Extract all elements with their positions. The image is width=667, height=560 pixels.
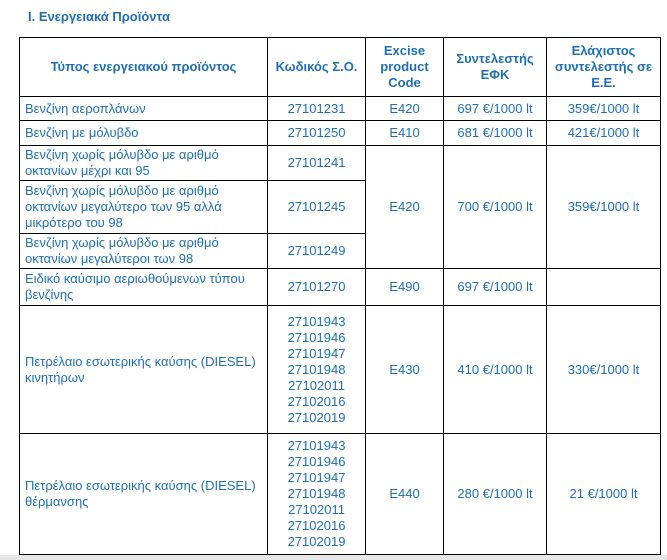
rate-cell: 697 €/1000 lt: [444, 269, 547, 306]
excise-cell: E430: [366, 306, 444, 434]
code-item: 27101948: [287, 361, 346, 377]
code-item: 27102019: [287, 534, 346, 549]
table-row: [20, 146, 661, 181]
code-item: 27102016: [287, 518, 346, 533]
excise-cell: E490: [366, 269, 444, 306]
product-cell: Ειδικό καύσιμο αεριωθούμενων τύπου βενζίνης: [20, 269, 268, 306]
code-item: 27101947: [287, 470, 346, 485]
code-item: 27101946: [287, 329, 346, 345]
code-item: 27102011: [288, 502, 345, 517]
code-cell: 27101270: [268, 269, 366, 306]
rate-cell: 697 €/1000 lt: [444, 97, 547, 121]
section-title: I. Ενεργειακά Προϊόντα: [28, 9, 170, 24]
min-rate-cell: 421€/1000 lt: [547, 121, 661, 146]
table-row: [20, 306, 661, 434]
excise-cell: E420: [366, 97, 444, 121]
min-rate-cell: 330€/1000 lt: [547, 306, 661, 434]
excise-cell: E420: [366, 146, 444, 269]
bottom-strip: [0, 555, 667, 560]
product-cell: Πετρέλαιο εσωτερικής καύσης (DIESEL) θέρμανσης: [20, 434, 268, 555]
code-cell: 27101241: [268, 146, 366, 181]
header-customs-code: Κωδικός Σ.Ο.: [268, 38, 366, 97]
code-cell: 27101250: [268, 121, 366, 146]
product-cell: Βενζίνη χωρίς μόλυβδο με αριθμό οκτανίων μεγαλύτεροι των 98: [20, 234, 268, 269]
rate-cell: 700 €/1000 lt: [444, 146, 547, 269]
min-rate-cell: 21 €/1000 lt: [547, 434, 661, 555]
code-list-cell: [268, 306, 366, 434]
table-row: [20, 97, 661, 121]
energy-products-table: [19, 37, 661, 555]
code-item: 27101946: [287, 454, 346, 469]
excise-cell: E440: [366, 434, 444, 555]
header-excise-rate: Συντελεστής ΕΦΚ: [444, 38, 547, 97]
code-item: 27101947: [287, 345, 346, 361]
min-rate-cell: 359€/1000 lt: [547, 97, 661, 121]
header-min-eu-rate: Ελάχιστος συντελεστής σε Ε.Ε.: [547, 38, 661, 97]
code-item: 27102019: [287, 409, 346, 425]
code-cell: 27101249: [268, 234, 366, 269]
code-item: 27101943: [287, 438, 346, 453]
excise-cell: E410: [366, 121, 444, 146]
table-row: [20, 121, 661, 146]
header-row: [20, 38, 661, 97]
product-cell: Βενζίνη με μόλυβδο: [20, 121, 268, 146]
table-row: [20, 269, 661, 306]
rate-cell: 681 €/1000 lt: [444, 121, 547, 146]
code-item: 27102011: [288, 377, 345, 393]
rate-cell: 410 €/1000 lt: [444, 306, 547, 434]
header-product-type: Τύπος ενεργειακού προϊόντος: [20, 38, 268, 97]
min-rate-cell: 359€/1000 lt: [547, 146, 661, 269]
min-rate-cell: [547, 269, 661, 306]
code-cell: 27101245: [268, 181, 366, 234]
code-list-cell: [268, 434, 366, 555]
product-cell: Βενζίνη χωρίς μόλυβδο με αριθμό οκτανίων μέχρι και 95: [20, 146, 268, 181]
rate-cell: 280 €/1000 lt: [444, 434, 547, 555]
product-cell: Βενζίνη χωρίς μόλυβδο με αριθμό οκτανίων μεγαλύτερο των 95 αλλά μικρότερο του 98: [20, 181, 268, 234]
code-item: 27101943: [287, 313, 346, 329]
code-cell: 27101231: [268, 97, 366, 121]
table-row: [20, 434, 661, 555]
product-cell: Βενζίνη αεροπλάνων: [20, 97, 268, 121]
code-item: 27102016: [287, 393, 346, 409]
code-item: 27101948: [287, 486, 346, 501]
product-cell: Πετρέλαιο εσωτερικής καύσης (DIESEL) κινητήρων: [20, 306, 268, 434]
header-excise-code: Excise product Code: [366, 38, 444, 97]
